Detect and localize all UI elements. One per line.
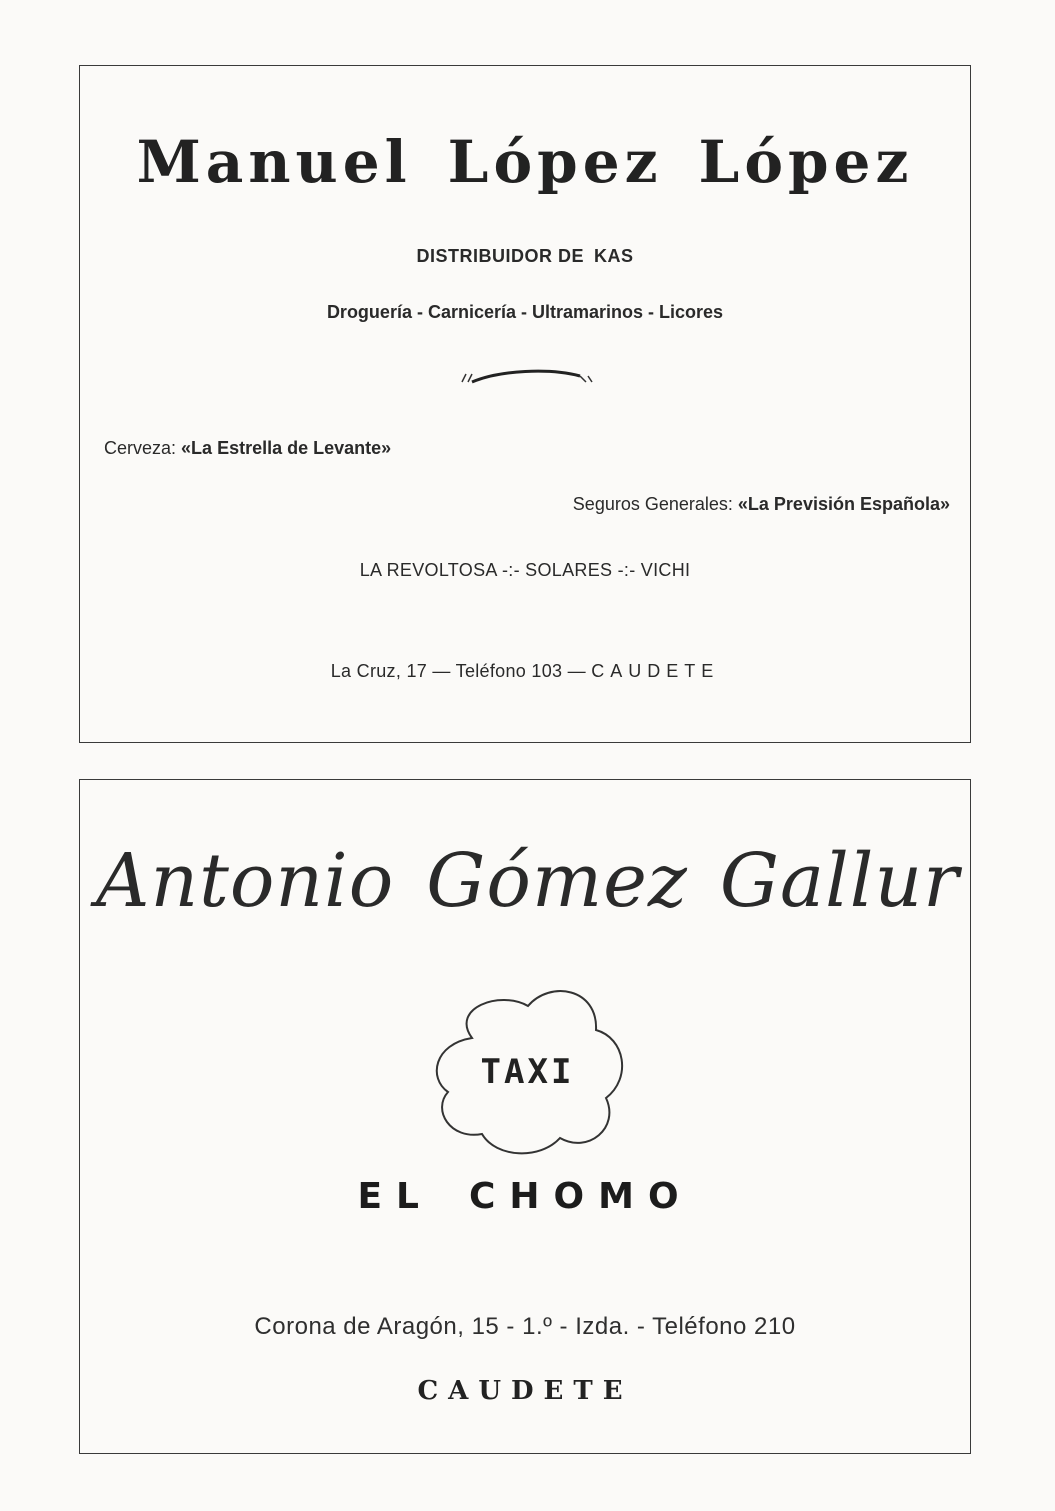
taxi-label: TAXI (480, 1052, 575, 1092)
ad1-beer-line (104, 438, 391, 459)
ad2-business-word1: EL (357, 1176, 433, 1217)
ad1-beer-brand: «La Estrella de Levante» (181, 438, 392, 458)
ad2-name-second: Gómez (426, 838, 688, 924)
ad1-distributor-line (80, 246, 970, 267)
ad1-city: CAUDETE (591, 661, 720, 681)
ad2-name-third: Gallur (719, 838, 960, 924)
ad1-name-third: López (698, 128, 914, 196)
ad1-distributor-label: DISTRIBUIDOR DE (416, 246, 584, 266)
ad2-city: CAUDETE (417, 1376, 633, 1406)
ad1-insurance-line (573, 494, 950, 515)
ad2-business-word2: CHOMO (468, 1176, 693, 1217)
ad2-name-first: Antonio (96, 838, 395, 924)
ad1-name-first: Manuel (136, 128, 412, 196)
ornament-flourish-icon (80, 362, 970, 392)
ad1-name-second: López (447, 128, 663, 196)
ad1-beer-label: Cerveza: (104, 438, 177, 458)
advertisement-antonio-gomez (79, 779, 971, 1454)
ad1-distributor-brand: KAS (594, 246, 634, 266)
ad2-address: Corona de Aragón, 15 - 1.º - Izda. - Teléfono 210 (254, 1313, 796, 1340)
ad2-business-name (80, 838, 970, 924)
ad1-insurance-brand: «La Previsión Española» (737, 494, 950, 514)
ad1-business-name (80, 128, 970, 196)
ad1-address-line (80, 661, 970, 682)
ad1-address: La Cruz, 17 — Teléfono 103 — (330, 661, 586, 681)
ad1-insurance-label: Seguros Generales: (572, 494, 733, 514)
ad1-services: Droguería - Carnicería - Ultramarinos - Licores (326, 302, 724, 322)
advertisement-manuel-lopez (79, 65, 971, 743)
ad1-brands: LA REVOLTOSA -:- SOLARES -:- VICHI (359, 560, 691, 580)
ad2-business-label (80, 1176, 970, 1217)
